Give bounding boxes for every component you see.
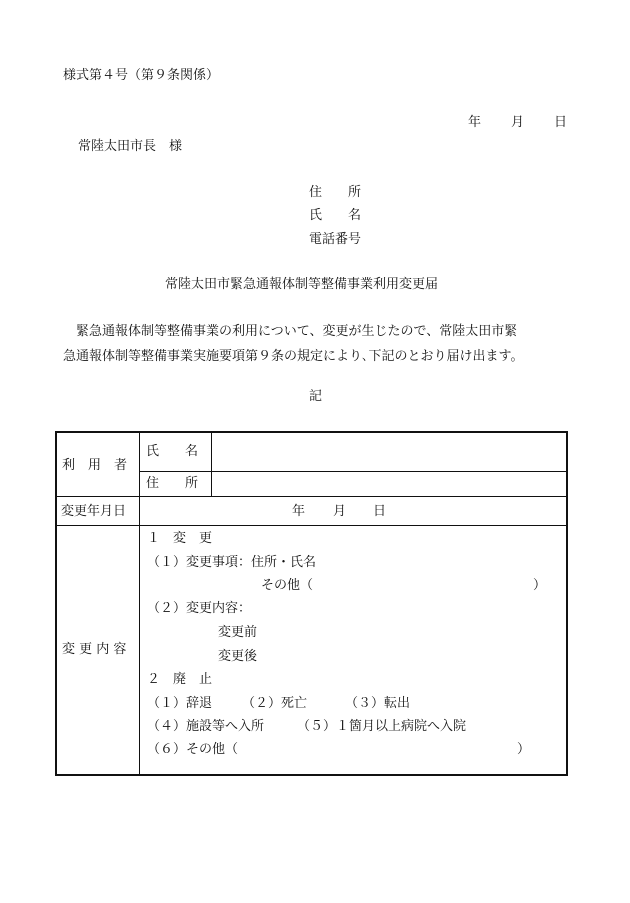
change-date-year: 年 [292, 504, 306, 519]
user-label: 利 用 者 [62, 458, 128, 473]
change-before: 変更前 [218, 625, 258, 640]
applicant-address-label: 住 所 [309, 185, 362, 200]
document-title: 常陸太田市緊急通報体制等整備事業利用変更届 [165, 277, 439, 292]
form-number: 様式第４号（第９条関係） [63, 68, 220, 83]
abolish-reason-6-close: ） [517, 742, 531, 757]
change-date-month: 月 [333, 504, 347, 519]
abolish-reason-1[interactable]: （１）辞退 [147, 696, 213, 711]
change-date-label: 変更年月日 [61, 504, 127, 519]
body-line-2: 急通報体制等整備事業実施要項第９条の規定により､下記のとおり届け出ます。 [63, 349, 524, 364]
applicant-name-label: 氏 名 [309, 208, 362, 223]
change-content-label: 変 更 内 容 [62, 642, 127, 657]
applicant-phone-label: 電話番号 [309, 232, 362, 247]
abolish-reason-5[interactable]: （５）１箇月以上病院へ入院 [297, 719, 467, 734]
date-month-label: 月 [511, 115, 525, 130]
date-year-label: 年 [468, 115, 482, 130]
change-item-1-other: その他（ [261, 578, 314, 593]
user-address-label: 住 所 [146, 476, 199, 491]
change-date-day: 日 [373, 504, 387, 519]
user-name-field[interactable] [211, 433, 566, 469]
abolish-reason-2[interactable]: （２）死亡 [242, 696, 308, 711]
abolish-reason-3[interactable]: （３）転出 [345, 696, 411, 711]
change-item-1: （１）変更事項：住所・氏名 [147, 555, 317, 570]
change-item-2: （２）変更内容： [147, 601, 252, 616]
user-address-field[interactable] [211, 471, 566, 495]
table-divider-date-bottom [57, 525, 566, 526]
abolish-reason-4[interactable]: （４）施設等へ入所 [147, 719, 265, 734]
table-divider-user-bottom [57, 496, 566, 497]
change-item-1-other-close: ） [533, 578, 547, 593]
ki-label: 記 [309, 389, 323, 404]
table-divider-label [139, 433, 140, 774]
addressee: 常陸太田市長 様 [78, 139, 183, 154]
abolish-reason-6[interactable]: （６）その他（ [147, 742, 239, 757]
section-abolish: ２ 廃 止 [147, 672, 213, 687]
user-name-label: 氏 名 [146, 444, 199, 459]
change-after: 変更後 [218, 649, 258, 664]
section-change: １ 変 更 [147, 531, 213, 546]
date-day-label: 日 [554, 115, 568, 130]
body-line-1: 緊急通報体制等整備事業の利用について、変更が生じたので、常陸太田市緊 [63, 324, 518, 339]
